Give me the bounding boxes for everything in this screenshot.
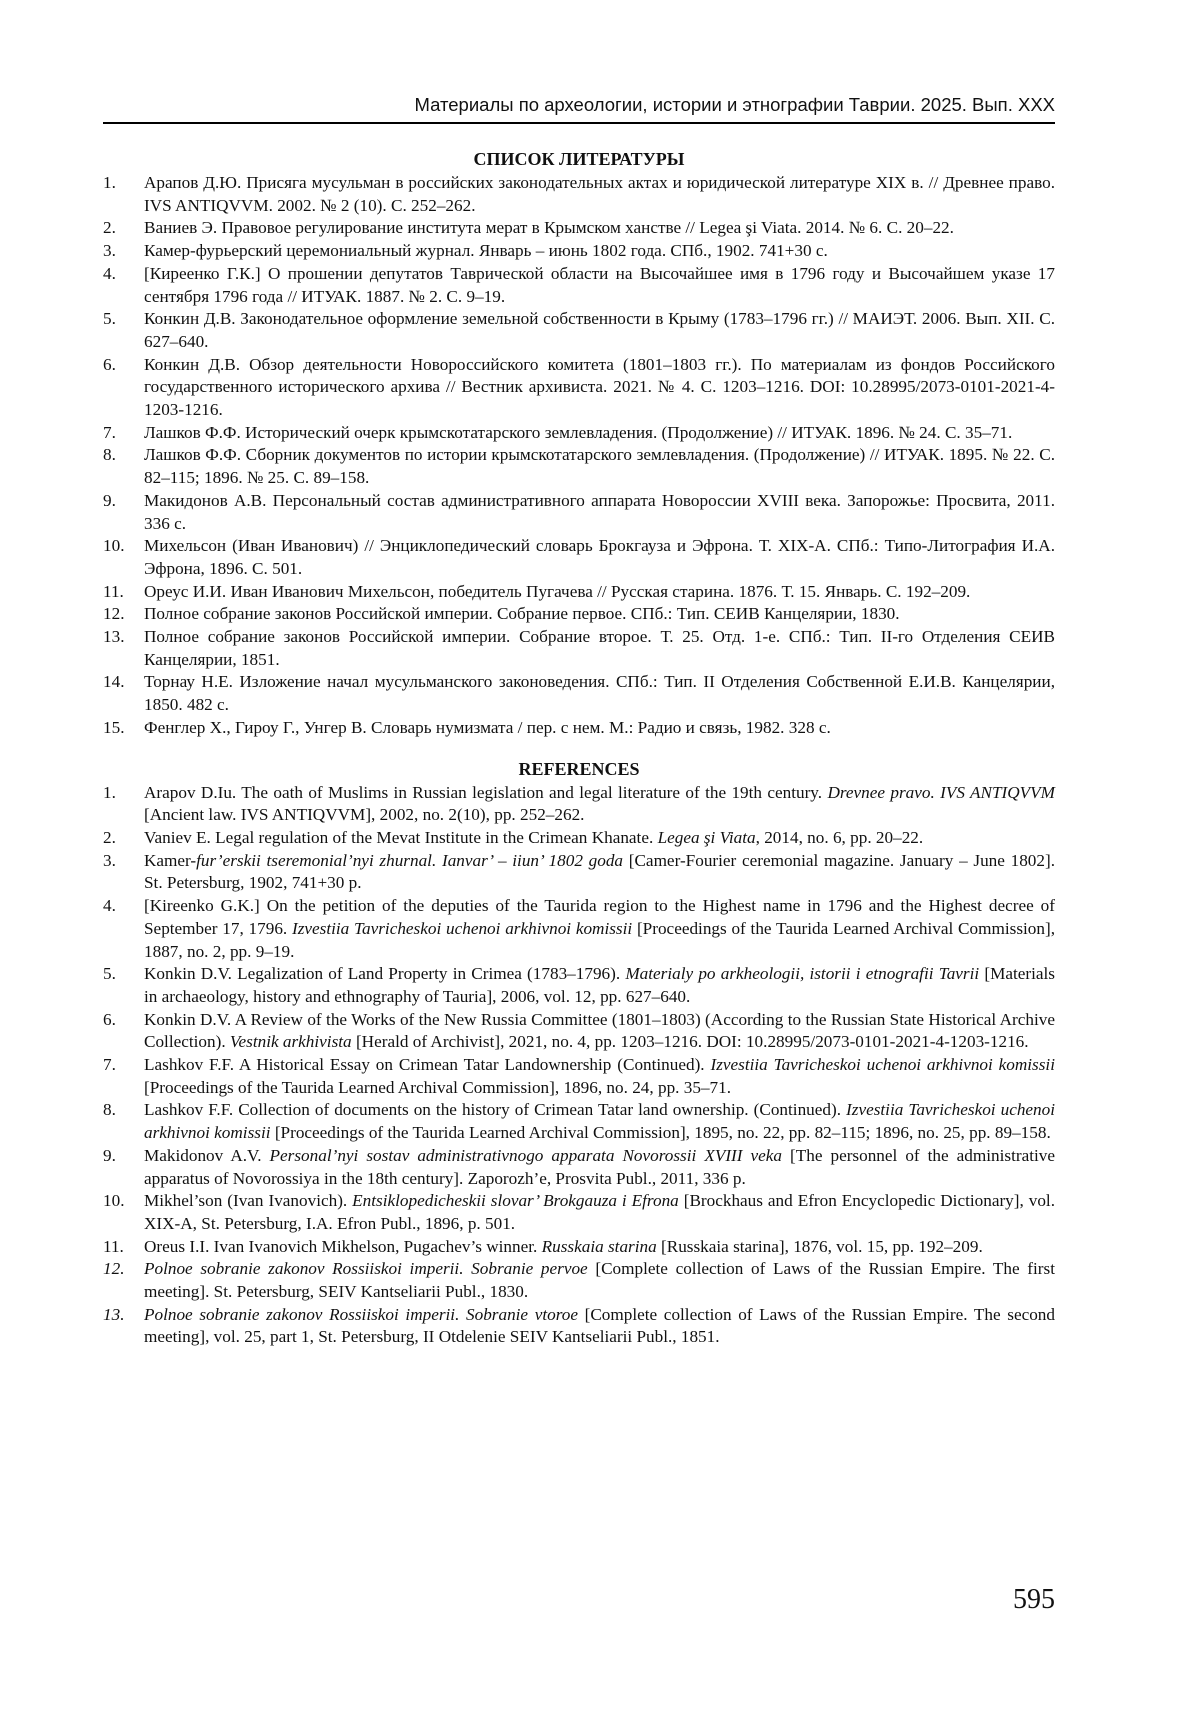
- entry-text-lead: [Kireenko G.K.] On the petition of the deputies of the Taurida region to the Highest name in 1796 and the Highest decree of September 17, 1796.: [144, 896, 1055, 938]
- entry-text-lead: Oreus I.I. Ivan Ivanovich Mikhelson, Pugachev’s winner.: [144, 1236, 542, 1256]
- entry-number: 4.: [103, 263, 116, 283]
- entry-text-tail: [Camer-Fourier ceremonial magazine. January – June 1802]. St. Petersburg, 1902, 741+30 p.: [144, 850, 1056, 893]
- bibliography-entry: [103, 626, 1055, 671]
- entry-text: [144, 1054, 1055, 1099]
- entry-source-title: Entsiklopedicheskii slovar’ Brokgauza i Efrona: [352, 1191, 679, 1211]
- reference-entry: [103, 1258, 1055, 1303]
- entry-number: 15.: [103, 717, 125, 737]
- references-list: [103, 782, 1055, 1350]
- entry-number: 9.: [103, 490, 116, 510]
- bibliography-entry: [103, 671, 1055, 716]
- entry-source-title: Izvestiia Tavricheskoi uchenoi arkhivnoi komissii: [291, 918, 633, 938]
- bibliography-entry: [103, 217, 1055, 240]
- entry-number: 13.: [103, 627, 125, 647]
- entry-text-tail: [Materials in archaeology, history and ethnography of Tauria], 2006, vol. 12, pp. 627–640.: [144, 964, 1055, 1006]
- reference-entry: [103, 895, 1055, 963]
- entry-text: Полное собрание законов Российской империи. Собрание первое. СПб.: Тип. СЕИВ Канцелярии, 1830.: [144, 604, 900, 624]
- page-number: 595: [1013, 1584, 1055, 1615]
- entry-text: [144, 1258, 1055, 1303]
- entry-number: 1.: [103, 173, 116, 192]
- entry-text: Фенглер Х., Гироу Г., Унгер В. Словарь нумизмата / пер. с нем. М.: Радио и связь, 1982. 328 с.: [144, 717, 831, 737]
- entry-text: Ореус И.И. Иван Иванович Михельсон, победитель Пугачева // Русская старина. 1876. Т. 15. Январь. С. 192–209.: [144, 581, 971, 601]
- entry-text: Михельсон (Иван Иванович) // Энциклопедический словарь Брокгауза и Эфрона. Т. XIX-А. СПб.: Типо-Литография И.А. Эфрона, 1896. С. 501.: [144, 536, 1055, 578]
- bibliography-entry: [103, 308, 1055, 353]
- entry-source-title: Polnoe sobranie zakonov Rossiiskoi imperii. Sobranie pervoe: [144, 1259, 588, 1279]
- reference-entry: [103, 1304, 1055, 1349]
- entry-source-title: Russkaia starina: [541, 1236, 657, 1256]
- journal-page: [103, 92, 1056, 1615]
- entry-text: [144, 1236, 1055, 1259]
- entry-source-title: fur’erskii tseremonial’nyi zhurnal. Ianvar’ – iiun’ 1802 goda: [196, 850, 624, 870]
- entry-source-title: Izvestiia Tavricheskoi uchenoi arkhivnoi komissii: [144, 1100, 1056, 1143]
- entry-number: 4.: [103, 896, 116, 916]
- entry-text-tail: [Complete collection of Laws of the Russian Empire. The second meeting], vol. 25, part 1, St. Petersburg, II Otdelenie SEIV Kantseliarii Publ., 1851.: [144, 1304, 1055, 1347]
- entry-source-title: Izvestiia Tavricheskoi uchenoi arkhivnoi komissii: [710, 1055, 1055, 1075]
- entry-number: 8.: [103, 1100, 116, 1120]
- entry-text: [144, 1099, 1055, 1144]
- entry-text: Полное собрание законов Российской империи. Собрание второе. Т. 25. Отд. 1-е. СПб.: Тип. II-го Отделения СЕИВ Канцелярии, 1851.: [144, 627, 1055, 669]
- entry-text: [144, 1304, 1055, 1349]
- entry-number: 8.: [103, 445, 116, 465]
- entry-text-tail: [Russkaia starina], 1876, vol. 15, pp. 192–209.: [656, 1236, 983, 1256]
- bibliography-entry: [103, 354, 1055, 422]
- entry-text-tail: [Proceedings of the Taurida Learned Archival Commission], 1887, no. 2, pp. 9–19.: [144, 918, 1055, 961]
- entry-number: 6.: [103, 354, 116, 374]
- bibliography-entry: [103, 717, 1055, 740]
- entry-number: 14.: [103, 672, 125, 692]
- bibliography-entry: [103, 422, 1055, 445]
- entry-text-tail: [The personnel of the administrative apparatus of Novorossiya in the 18th century]. Zaporozh’e, Prosvita Publ., 2011, 336 p.: [144, 1145, 1056, 1188]
- reference-entry: [103, 1190, 1055, 1235]
- entry-text-tail: [Herald of Archivist], 2021, no. 4, pp. 1203–1216. DOI: 10.28995/2073-0101-2021-4-1203-1216.: [351, 1032, 1029, 1052]
- entry-text-tail: , 2014, no. 6, pp. 20–22.: [755, 827, 924, 847]
- bibliography-entry: [103, 263, 1055, 308]
- entry-number: 12.: [103, 604, 125, 624]
- bibliography-entry: [103, 535, 1055, 580]
- bibliography-list: [103, 172, 1055, 740]
- entry-number: 10.: [103, 1191, 125, 1211]
- entry-text: Макидонов А.В. Персональный состав административного аппарата Новороссии XVIII века. Запорожье: Просвита, 2011. 336 с.: [144, 490, 1055, 533]
- entry-number: 9.: [103, 1145, 116, 1165]
- bibliography-entry: [103, 240, 1055, 263]
- reference-entry: [103, 1145, 1055, 1190]
- entry-text: Арапов Д.Ю. Присяга мусульман в российских законодательных актах и юридической литературе XIX в. // Древнее право. IVS ANTIQVVM. 2002. № 2 (10). С. 252–262.: [144, 173, 1055, 215]
- entry-number: 6.: [103, 1009, 116, 1029]
- entry-number: 2.: [103, 827, 116, 847]
- references-heading: REFERENCES: [518, 758, 640, 779]
- entry-number: 12.: [103, 1259, 125, 1279]
- entry-text-tail: [Ancient law. IVS ANTIQVVM], 2002, no. 2(10), pp. 252–262.: [144, 805, 585, 825]
- entry-source-title: Materialy po arkheologii, istorii i etnografii Tavrii: [625, 964, 980, 984]
- entry-number: 13.: [103, 1304, 125, 1324]
- entry-text: [144, 963, 1055, 1008]
- entry-text-lead: Lashkov F.F. A Historical Essay on Crimean Tatar Landownership (Continued).: [144, 1055, 711, 1075]
- entry-text-lead: Kamer-: [144, 850, 197, 870]
- entry-text: [Киреенко Г.К.] О прошении депутатов Таврической области на Высочайшее имя в 1796 году и Высочайшем указе 17 сентября 1796 года // ИТУАК. 1887. № 2. С. 9–19.: [144, 263, 1055, 306]
- entry-text-tail: [Proceedings of the Taurida Learned Archival Commission], 1895, no. 22, pp. 82–115; 1896, no. 25, pp. 89–158.: [270, 1123, 1051, 1143]
- entry-number: 2.: [103, 218, 116, 238]
- entry-text: Конкин Д.В. Обзор деятельности Новороссийского комитета (1801–1803 гг.). По материалам из фондов Российского государственного исторического архива // Вестник архивиста. 2021. № 4. С. 1203–1216. DOI: 10.28995/2073-0101-2021-4-1203-1216.: [144, 354, 1055, 420]
- reference-entry: [103, 963, 1055, 1008]
- entry-text: [144, 782, 1055, 827]
- entry-text-lead: Mikhel’son (Ivan Ivanovich).: [144, 1191, 353, 1211]
- entry-source-title: Polnoe sobranie zakonov Rossiiskoi imperii. Sobranie vtoroe: [144, 1304, 578, 1324]
- entry-number: 11.: [103, 1236, 124, 1256]
- entry-text: Камер-фурьерский церемониальный журнал. Январь – июнь 1802 года. СПб., 1902. 741+30 с.: [144, 241, 828, 261]
- entry-text: Лашков Ф.Ф. Сборник документов по истории крымскотатарского землевладения. (Продолжение) // ИТУАК. 1895. № 22. С. 82–115; 1896. № 25. С. 89–158.: [144, 445, 1055, 488]
- entry-text-tail: [Brockhaus and Efron Encyclopedic Dictionary], vol. XIX-A, St. Petersburg, I.A. Efron Publ., 1896, p. 501.: [144, 1191, 1056, 1233]
- bibliography-entry: [103, 490, 1055, 535]
- entry-number: 1.: [103, 782, 116, 802]
- entry-text: Ваниев Э. Правовое регулирование института мерат в Крымском ханстве // Legea şi Viata. 2014. № 6. С. 20–22.: [144, 218, 954, 238]
- bibliography-entry: [103, 444, 1055, 489]
- entry-text: Торнау Н.Е. Изложение начал мусульманского законоведения. СПб.: Тип. II Отделения Собственной Е.И.В. Канцелярии, 1850. 482 с.: [144, 672, 1055, 715]
- reference-entry: [103, 782, 1055, 827]
- entry-text: Конкин Д.В. Законодательное оформление земельной собственности в Крыму (1783–1796 гг.) // МАИЭТ. 2006. Вып. XII. С. 627–640.: [144, 309, 1055, 351]
- entry-number: 5.: [103, 309, 116, 329]
- entry-number: 11.: [103, 581, 124, 601]
- entry-number: 10.: [103, 536, 125, 556]
- reference-entry: [103, 850, 1055, 895]
- entry-text: Лашков Ф.Ф. Исторический очерк крымскотатарского землевладения. (Продолжение) // ИТУАК. 1896. № 24. С. 35–71.: [144, 422, 1013, 442]
- entry-text-lead: Makidonov A.V.: [144, 1145, 270, 1165]
- bibliography-entry: [103, 172, 1055, 217]
- entry-text-lead: Konkin D.V. Legalization of Land Property in Crimea (1783–1796).: [144, 964, 626, 984]
- entry-text: [144, 827, 1055, 850]
- reference-entry: [103, 1236, 1055, 1259]
- reference-entry: [103, 1099, 1055, 1144]
- running-head: Материалы по археологии, истории и этнографии Таврии. 2025. Вып. XXX: [103, 92, 1055, 124]
- entry-text: [144, 895, 1055, 963]
- bibliography-heading: СПИСОК ЛИТЕРАТУРЫ: [473, 149, 685, 169]
- entry-source-title: Personal’nyi sostav administrativnogo apparata Novorossii XVIII veka: [269, 1145, 782, 1165]
- entry-text: [144, 1145, 1055, 1190]
- reference-entry: [103, 827, 1055, 850]
- entry-text: [144, 1009, 1055, 1054]
- entry-text: [144, 850, 1055, 895]
- entry-text-lead: Arapov D.Iu. The oath of Muslims in Russian legislation and legal literature of the 19th century.: [144, 782, 828, 802]
- entry-text-tail: [Proceedings of the Taurida Learned Archival Commission], 1896, no. 24, pp. 35–71.: [144, 1077, 732, 1097]
- entry-source-title: Vestnik arkhivista: [229, 1032, 352, 1052]
- entry-text-tail: [Complete collection of Laws of the Russian Empire. The first meeting]. St. Petersburg, SEIV Kantseliarii Publ., 1830.: [144, 1259, 1055, 1302]
- bibliography-entry: [103, 581, 1055, 604]
- entry-text: [144, 1190, 1055, 1235]
- entry-number: 5.: [103, 964, 116, 984]
- entry-number: 3.: [103, 241, 116, 261]
- entry-text-lead: Konkin D.V. A Review of the Works of the New Russia Committee (1801–1803) (According to the Russian State Historical Archive Collection).: [144, 1009, 1055, 1052]
- entry-text-lead: Vaniev E. Legal regulation of the Mevat Institute in the Crimean Khanate.: [144, 827, 658, 847]
- reference-entry: [103, 1009, 1055, 1054]
- reference-entry: [103, 1054, 1055, 1099]
- bibliography-entry: [103, 603, 1055, 626]
- entry-source-title: Drevnee pravo. IVS ANTIQVVM: [827, 782, 1055, 802]
- entry-number: 7.: [103, 422, 116, 442]
- entry-number: 7.: [103, 1055, 116, 1075]
- entry-number: 3.: [103, 850, 116, 870]
- entry-source-title: Legea şi Viata: [657, 827, 756, 847]
- entry-text-lead: Lashkov F.F. Collection of documents on the history of Crimean Tatar land ownership. (Continued).: [144, 1100, 847, 1120]
